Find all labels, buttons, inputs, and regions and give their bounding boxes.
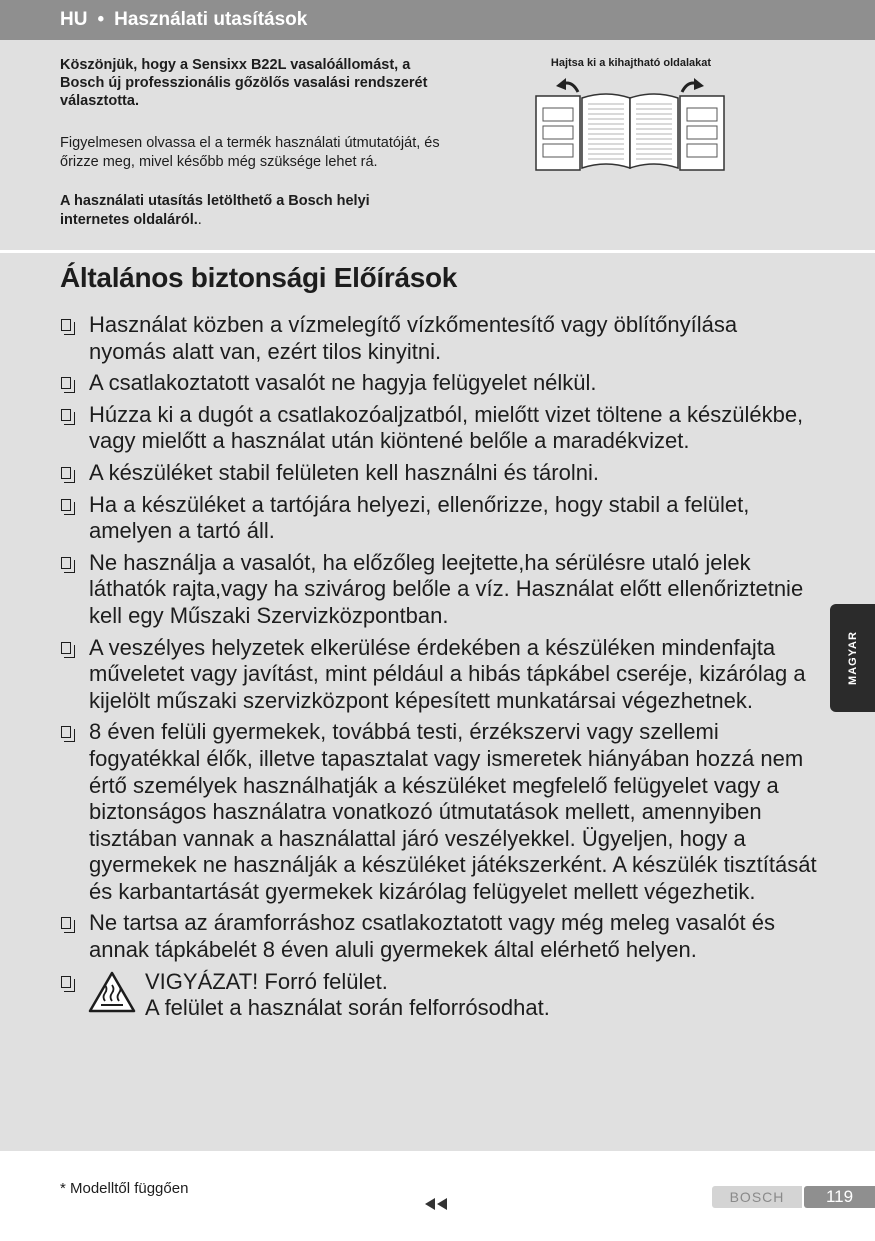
safety-rule [60, 550, 820, 630]
safety-rule [60, 719, 820, 905]
page-number: 119 [804, 1186, 875, 1208]
checkbox-bullet-icon [61, 642, 71, 654]
checkbox-bullet-icon [61, 976, 71, 988]
footnote: * Modelltől függően [60, 1180, 189, 1197]
header-separator: • [97, 9, 105, 30]
intro-download-tail: . [197, 212, 202, 228]
fold-out-booklet-icon [532, 74, 728, 174]
intro-download [60, 192, 440, 230]
page-header [0, 0, 875, 40]
language-side-tab [830, 604, 875, 712]
checkbox-bullet-icon [61, 409, 71, 421]
safety-rule [60, 370, 820, 397]
first-page-icon[interactable] [437, 1198, 447, 1210]
safety-rule-text: 8 éven felüli gyermekek, továbbá testi, érzékszervi vagy szellemi fogyatékkal élők, illetve tapasztalat vagy ismeretek hiányában hozzá nem értő személyek használhatják a készüléket megfelelő felügyelet vagy a biztonságos használatra vonatkozó útmutatások mellett, amennyiben tisztában vannak a használattal járó veszélyekkel. Ügyeljen, hogy a gyermekek ne használják a készüléket játékszerként. A készülék tisztítását és karbantartását gyermekek kizárólag felügyelet mellett végezhetik. [89, 719, 817, 904]
header-title: Használati utasítások [114, 9, 308, 30]
intro-download-text: A használati utasítás letölthető a Bosch helyi internetes oldaláról. [60, 193, 370, 228]
intro-read-carefully: Figyelmesen olvassa el a termék használati útmutatóját, és őrizze meg, mivel később még szüksége lehet rá. [60, 135, 440, 170]
header-lang-code: HU [60, 9, 88, 30]
safety-rule [60, 635, 820, 715]
back-navigation[interactable] [425, 1198, 447, 1210]
hot-surface-warning-icon [88, 971, 136, 1013]
safety-rule-warning [60, 969, 820, 1022]
safety-rule-text: Húzza ki a dugót a csatlakozóaljzatból, mielőtt vizet töltene a készülékbe, vagy mielőtt a használat után kiöntené belőle a maradékvizet. [89, 401, 804, 454]
brand-label: BOSCH [712, 1186, 802, 1208]
safety-rule [60, 492, 820, 545]
safety-rules-list [60, 312, 820, 1027]
safety-rule-text: Ne használja a vasalót, ha előzőleg leejtette,ha sérülésre utaló jelek láthatók rajta,vagy ha szivárog belőle a víz. Használat előtt ellenőriztetnie kell egy Műszaki Szervizközpontban. [89, 549, 804, 628]
intro-thanks: Köszönjük, hogy a Sensixx B22L vasalóállomást, a Bosch új professzionális gőzölős vasalási rendszerét választotta. [60, 57, 428, 109]
checkbox-bullet-icon [61, 319, 71, 331]
safety-rule [60, 312, 820, 365]
safety-rule-text: A veszélyes helyzetek elkerülése érdekében a készüléken mindenfajta műveletet vagy javítást, mint például a hibás tápkábel cseréje, kizárólag a kijelölt műszaki szervizközpont képesített munkatársai végezhetnek. [89, 634, 806, 713]
language-side-tab-label: MAGYAR [846, 631, 859, 685]
safety-rule [60, 460, 820, 487]
checkbox-bullet-icon [61, 557, 71, 569]
warning-line-2: A felület a használat során felforrósodhat. [145, 995, 550, 1021]
safety-rule-text: Ha a készüléket a tartójára helyezi, ellenőrizze, hogy stabil a felület, amelyen a tartó áll. [89, 491, 750, 544]
safety-rule-text: A csatlakoztatott vasalót ne hagyja felügyelet nélkül. [89, 370, 597, 396]
previous-page-icon[interactable] [425, 1198, 435, 1210]
checkbox-bullet-icon [61, 377, 71, 389]
fold-out-caption: Hajtsa ki a kihajtható oldalakat [550, 57, 712, 69]
checkbox-bullet-icon [61, 917, 71, 929]
safety-rule-text: Használat közben a vízmelegítő vízkőmentesítő vagy öblítőnyílása nyomás alatt van, ezért tilos kinyitni. [89, 312, 738, 364]
safety-rule-text: Ne tartsa az áramforráshoz csatlakoztatott vagy még meleg vasalót és annak tápkábelét 8 éven aluli gyermekek által elérhető helyen. [89, 910, 775, 963]
checkbox-bullet-icon [61, 726, 71, 738]
safety-rule-text: A készüléket stabil felületen kell használni és tárolni. [89, 459, 599, 485]
safety-rule [60, 402, 820, 455]
safety-rule [60, 910, 820, 963]
checkbox-bullet-icon [61, 467, 71, 479]
warning-line-1: VIGYÁZAT! Forró felület. [145, 968, 388, 994]
section-title: Általános biztonsági Előírások [60, 262, 458, 293]
checkbox-bullet-icon [61, 499, 71, 511]
